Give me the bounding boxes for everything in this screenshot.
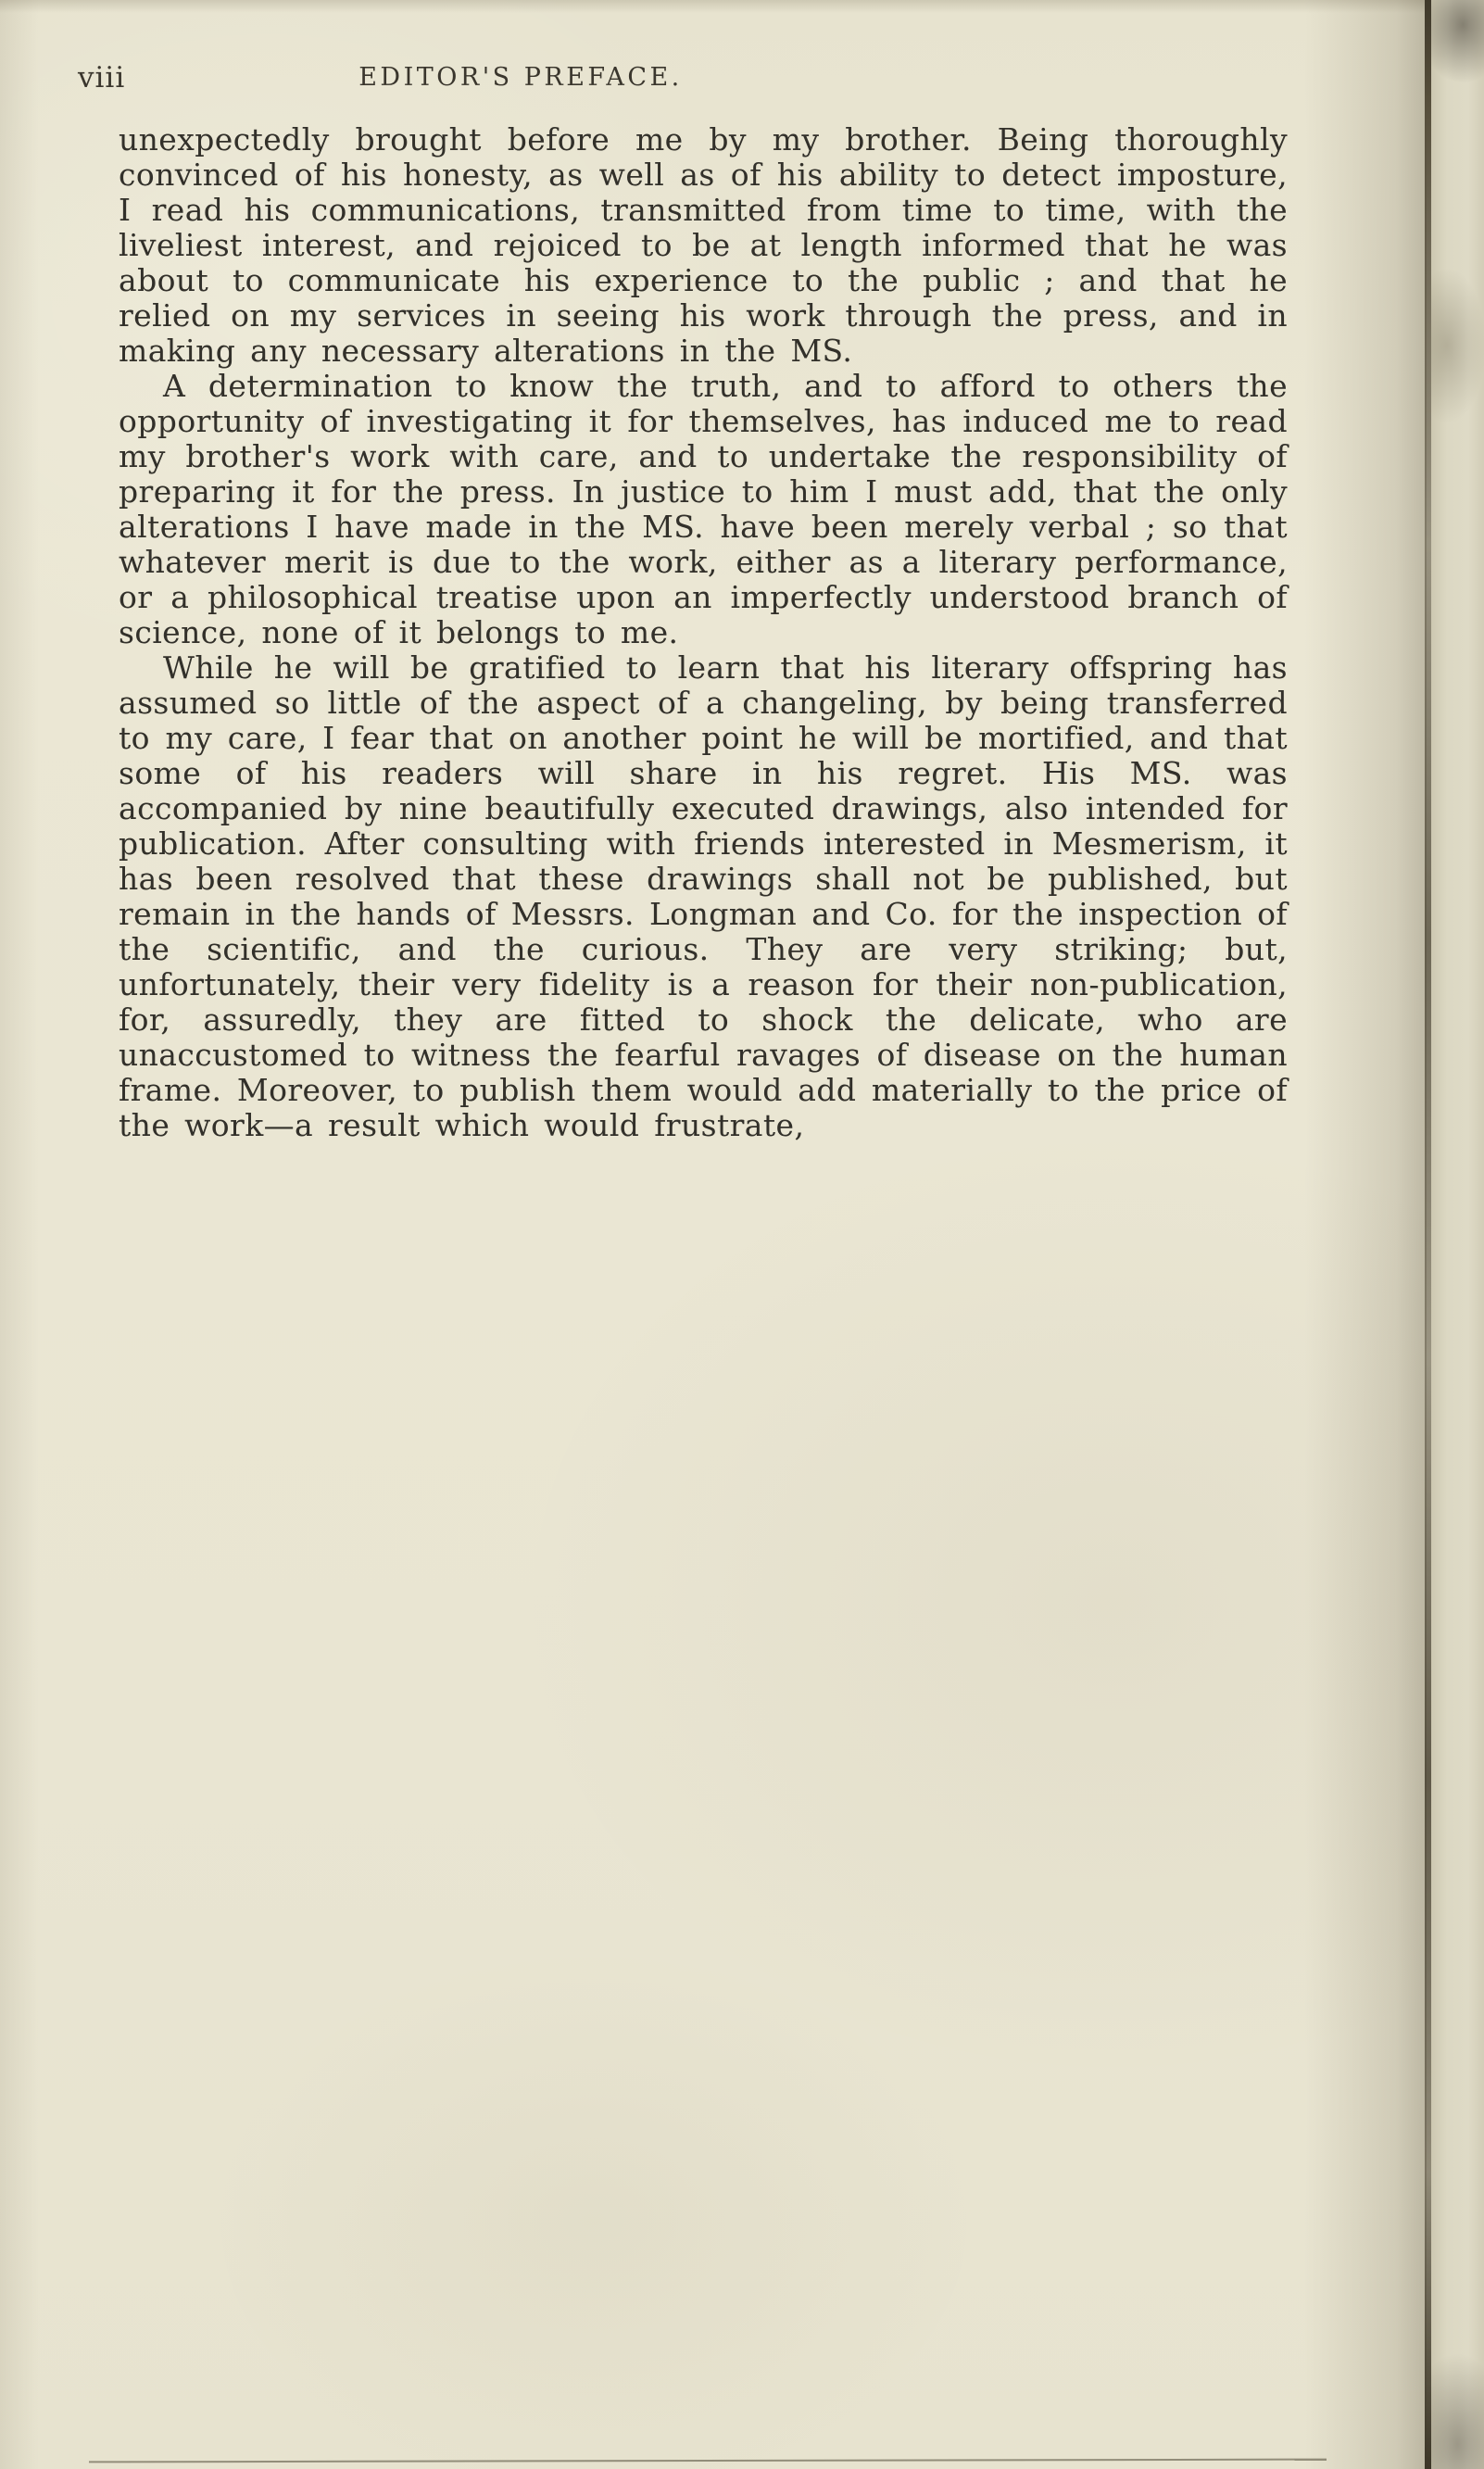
adjacent-page-edge — [1431, 0, 1484, 2469]
page-bottom-edge — [89, 2459, 1327, 2463]
running-head-title: EDITOR'S PREFACE. — [358, 63, 683, 92]
paragraph: A determination to know the truth, and to afford to others the opportunity of investigating it for themselves, has induced me to read my brother's work with care, and to undertake the responsibility of preparing it for the press. In justice to him I must add, that the only alterations I have made in the MS. have been merely verbal ; so that whatever merit is due to the work, either as a literary performance, or a philosophical treatise upon an imperfectly understood branch of science, none of it belongs to me. — [119, 368, 1288, 650]
paragraph-continuation: unexpectedly brought before me by my brother. Being thoroughly convinced of his honesty, as well as of his ability to detect imposture, I read his communications, transmitted from time to time, with the liveliest interest, and rejoiced to be at length informed that he was about to communicate his experience to the public ; and that he relied on my services in seeing his work through the press, and in making any necessary alterations in the MS. — [119, 121, 1288, 369]
page-top-shading — [0, 0, 1484, 13]
page-gutter-line — [1425, 0, 1431, 2469]
running-header — [78, 59, 1288, 100]
paragraph: While he will be gratified to learn that his literary offspring has assumed so little of the aspect of a changeling, by being transferred to my care, I fear that on another point he will be mortified, and that some of his readers will share in his regret. His MS. was accompanied by nine beautifully executed drawings, also intended for publication. After consulting with friends interested in Mesmerism, it has been resolved that these drawings shall not be published, but remain in the hands of Messrs. Longman and Co. for the inspection of the scientific, and the curious. They are very striking; but, unfortunately, their very fidelity is a reason for their non-publication, for, assuredly, they are fitted to shock the delicate, who are unaccustomed to witness the fearful ravages of disease on the human frame. Moreover, to publish them would add materially to the price of the work—a result which would frustrate, — [119, 649, 1288, 1143]
page-number: viii — [78, 61, 126, 94]
preface-text-block — [119, 122, 1288, 1143]
page-left-shading — [0, 0, 39, 2469]
page-edge-shadow — [1304, 0, 1427, 2469]
